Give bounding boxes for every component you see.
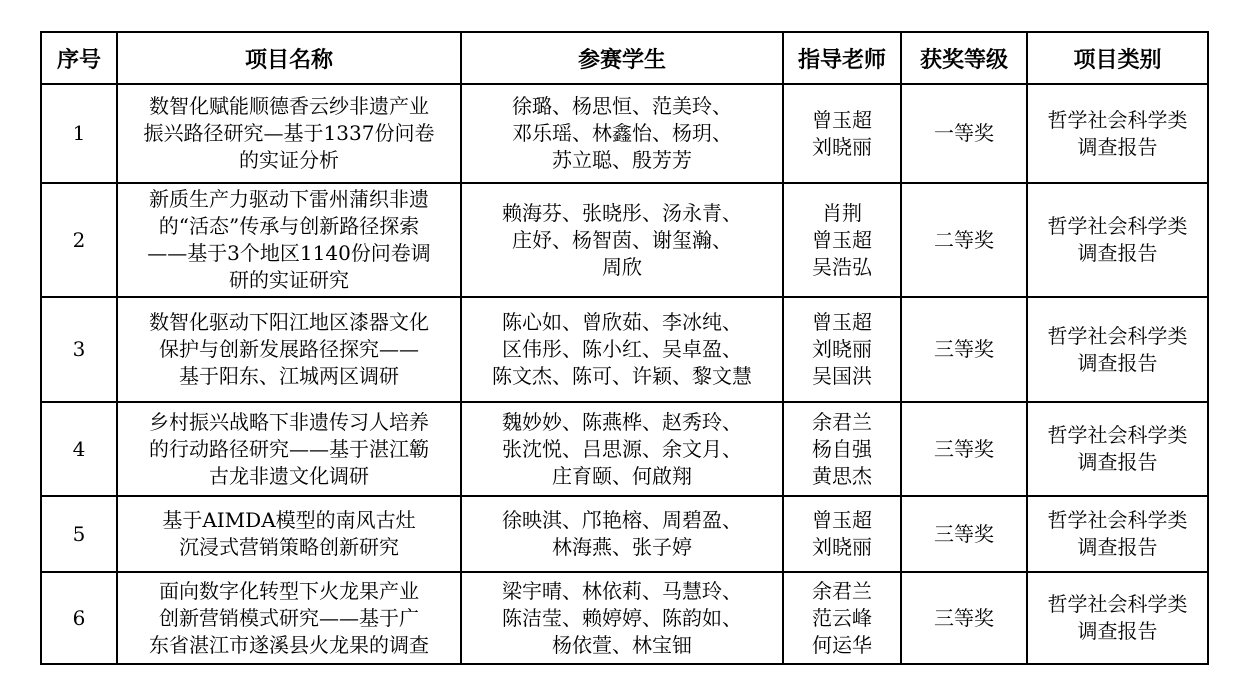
header-teachers: 指导老师 — [783, 32, 901, 84]
table-row — [41, 84, 1208, 183]
teacher-name: 肖荆 — [822, 200, 862, 225]
students-line: 林海燕、张子婷 — [552, 535, 692, 559]
category-line: 调查报告 — [1077, 535, 1158, 559]
row-index: 1 — [41, 84, 117, 183]
students-line: 庄妤、杨智茵、谢玺瀚、 — [512, 227, 732, 252]
project-name-line: 创新营销模式研究——基于广 — [159, 605, 419, 630]
category-line: 调查报告 — [1077, 241, 1158, 265]
project-name-cell — [117, 84, 461, 183]
teachers-cell — [783, 496, 901, 572]
category-cell — [1027, 84, 1208, 183]
teacher-name: 刘晓丽 — [812, 134, 872, 159]
teacher-name: 吴国洪 — [812, 364, 872, 388]
students-line: 苏立聪、殷芳芳 — [552, 148, 692, 172]
project-name-cell — [117, 496, 461, 572]
row-index: 6 — [41, 572, 117, 664]
teacher-name: 杨自强 — [812, 436, 872, 461]
row-index: 4 — [41, 402, 117, 496]
table-row — [41, 183, 1208, 297]
category-line: 调查报告 — [1077, 134, 1158, 159]
students-line: 杨依萱、林宝钿 — [552, 632, 692, 657]
category-cell — [1027, 572, 1208, 664]
teacher-name: 余君兰 — [812, 409, 872, 434]
category-line: 哲学社会科学类 — [1047, 323, 1188, 348]
students-line: 区伟彤、陈小红、吴卓盈、 — [502, 337, 742, 361]
students-line: 魏妙妙、陈燕桦、赵秀玲、 — [502, 409, 742, 434]
award-level-cell: 三等奖 — [901, 297, 1027, 402]
students-line: 张沈悦、吕思源、余文月、 — [502, 436, 742, 461]
students-cell — [461, 572, 783, 664]
teacher-name: 余君兰 — [812, 578, 872, 603]
table-row — [41, 496, 1208, 572]
students-line: 梁宇晴、林依莉、马慧玲、 — [502, 578, 742, 603]
category-line: 哲学社会科学类 — [1047, 592, 1188, 616]
table-row — [41, 572, 1208, 664]
award-level-cell: 三等奖 — [901, 496, 1027, 572]
students-cell — [461, 183, 783, 297]
project-name-line: 振兴路径研究—基于1337份问卷 — [143, 121, 435, 145]
project-name-line: 基于阳东、江城两区调研 — [179, 364, 399, 388]
category-cell — [1027, 297, 1208, 402]
students-line: 徐映淇、邝艳榕、周碧盈、 — [502, 508, 742, 532]
students-cell — [461, 496, 783, 572]
teacher-name: 曾玉超 — [812, 310, 872, 334]
students-cell — [461, 402, 783, 496]
category-line: 哲学社会科学类 — [1047, 508, 1188, 532]
teachers-cell — [783, 297, 901, 402]
project-name-cell — [117, 183, 461, 297]
row-index: 5 — [41, 496, 117, 572]
header-award-level: 获奖等级 — [901, 32, 1027, 84]
project-name-line: 保护与创新发展路径探究—— — [159, 337, 419, 361]
teachers-cell — [783, 572, 901, 664]
project-name-line: 数智化赋能顺德香云纱非遗产业 — [149, 94, 429, 118]
header-students: 参赛学生 — [461, 32, 783, 84]
project-name-line: 东省湛江市遂溪县火龙果的调查 — [149, 632, 429, 657]
project-name-line: 面向数字化转型下火龙果产业 — [159, 578, 419, 603]
category-cell — [1027, 496, 1208, 572]
project-name-line: 基于AIMDA模型的南风古灶 — [162, 508, 416, 532]
students-line: 陈心如、曾欣茹、李冰纯、 — [502, 310, 742, 334]
teacher-name: 范云峰 — [812, 605, 872, 630]
students-line: 陈文杰、陈可、许颖、黎文慧 — [492, 364, 752, 388]
award-level-cell: 二等奖 — [901, 183, 1027, 297]
teachers-cell — [783, 84, 901, 183]
category-line: 调查报告 — [1077, 450, 1158, 474]
students-line: 周欣 — [602, 254, 642, 279]
category-cell — [1027, 183, 1208, 297]
project-name-line: 的实证分析 — [239, 148, 339, 172]
header-project-name: 项目名称 — [117, 32, 461, 84]
project-name-cell — [117, 297, 461, 402]
students-line: 邓乐瑶、林鑫怡、杨玥、 — [512, 121, 732, 145]
table-row — [41, 297, 1208, 402]
teacher-name: 刘晓丽 — [812, 337, 872, 361]
project-name-line: 的“活态”传承与创新路径探索 — [158, 214, 420, 238]
table-row — [41, 402, 1208, 496]
award-level-cell: 三等奖 — [901, 572, 1027, 664]
teacher-name: 黄思杰 — [812, 463, 872, 488]
header-index: 序号 — [41, 32, 117, 84]
teacher-name: 曾玉超 — [812, 508, 872, 532]
project-name-line: 古龙非遗文化调研 — [209, 463, 369, 488]
project-name-line: 的行动路径研究——基于湛江簕 — [149, 436, 429, 461]
project-name-line: 新质生产力驱动下雷州蒲织非遗 — [149, 187, 429, 211]
awards-table — [40, 31, 1209, 665]
award-level-cell: 一等奖 — [901, 84, 1027, 183]
teacher-name: 曾玉超 — [812, 107, 872, 132]
category-line: 哲学社会科学类 — [1047, 214, 1188, 238]
row-index: 3 — [41, 297, 117, 402]
header-row — [41, 32, 1208, 84]
project-name-cell — [117, 572, 461, 664]
students-line: 赖海芬、张晓彤、汤永青、 — [502, 200, 742, 225]
category-line: 哲学社会科学类 — [1047, 423, 1188, 447]
teachers-cell — [783, 402, 901, 496]
project-name-line: ——基于3个地区1140份问卷调 — [147, 241, 431, 265]
category-line: 调查报告 — [1077, 350, 1158, 375]
students-line: 庄育颐、何啟翔 — [552, 463, 692, 488]
category-line: 哲学社会科学类 — [1047, 107, 1188, 132]
header-category: 项目类别 — [1027, 32, 1208, 84]
project-name-cell — [117, 402, 461, 496]
students-cell — [461, 297, 783, 402]
category-line: 调查报告 — [1077, 619, 1158, 643]
teacher-name: 曾玉超 — [812, 227, 872, 252]
category-cell — [1027, 402, 1208, 496]
teacher-name: 吴浩弘 — [812, 254, 872, 279]
students-cell — [461, 84, 783, 183]
teacher-name: 何运华 — [812, 632, 872, 657]
students-line: 陈洁莹、赖婷婷、陈韵如、 — [502, 605, 742, 630]
teachers-cell — [783, 183, 901, 297]
project-name-line: 研的实证研究 — [229, 268, 349, 292]
students-line: 徐璐、杨思恒、范美玲、 — [512, 94, 732, 118]
teacher-name: 刘晓丽 — [812, 535, 872, 559]
row-index: 2 — [41, 183, 117, 297]
project-name-line: 乡村振兴战略下非遗传习人培养 — [149, 409, 429, 434]
project-name-line: 数智化驱动下阳江地区漆器文化 — [149, 310, 429, 334]
award-level-cell: 三等奖 — [901, 402, 1027, 496]
project-name-line: 沉浸式营销策略创新研究 — [179, 535, 399, 559]
